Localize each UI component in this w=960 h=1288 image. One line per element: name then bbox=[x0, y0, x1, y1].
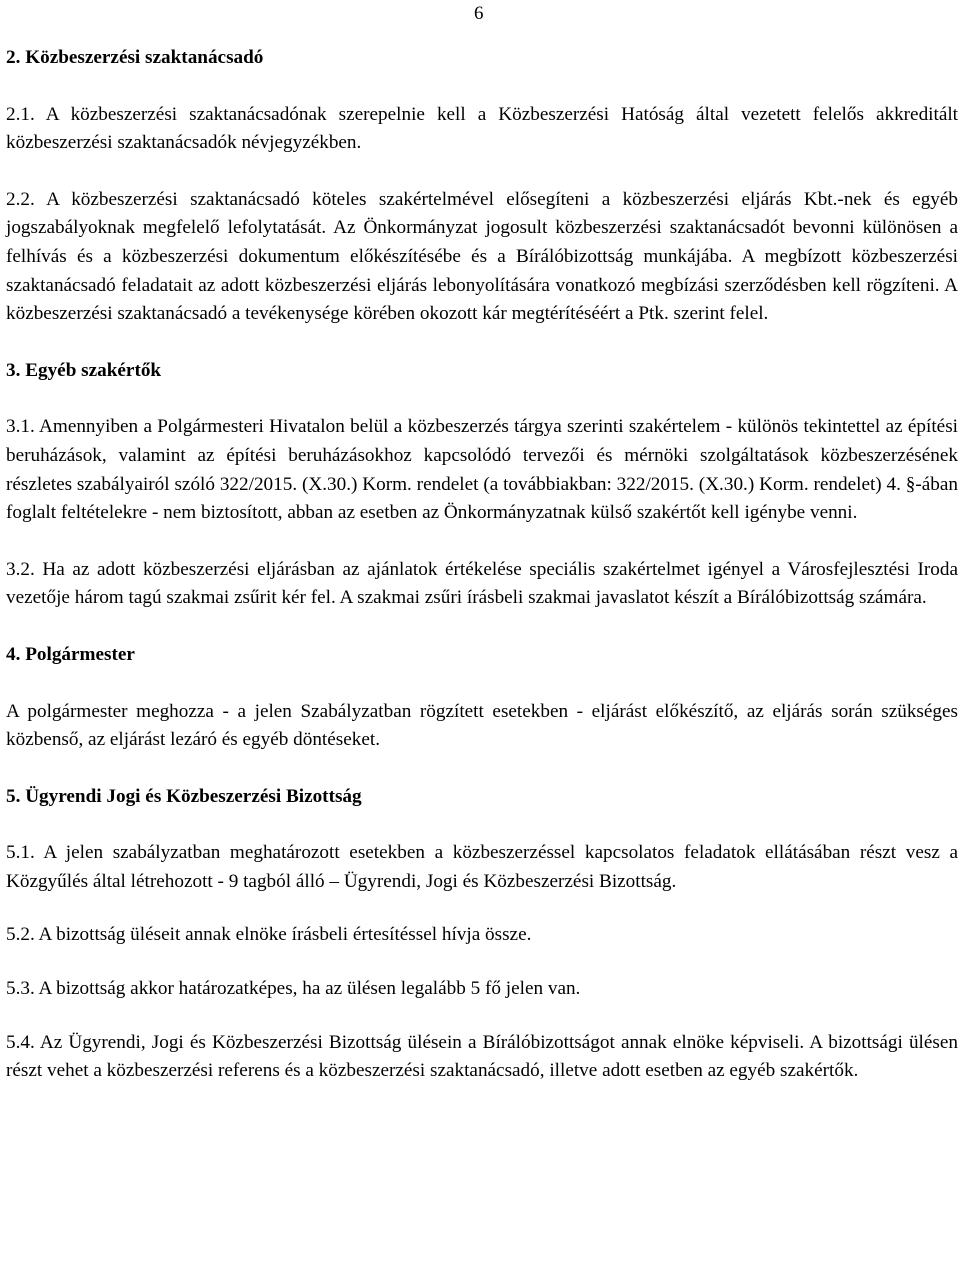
paragraph-5-2: 5.2. A bizottság üléseit annak elnöke írásbeli értesítéssel hívja össze. bbox=[6, 924, 532, 946]
paragraph-4: A polgármester meghozza - a jelen Szabályzatban rögzített esetekben - eljárást előkészítő, az eljárás során szükséges közbenső, az eljárást lezáró és egyéb döntéseket. bbox=[6, 700, 958, 751]
paragraph-5-1: 5.1. A jelen szabályzatban meghatározott esetekben a közbeszerzéssel kapcsolatos feladatok ellátásában részt vesz a Közgyűlés által létrehozott - 9 tagból álló – Ügyrendi, Jogi és Közbeszerzési Bizottság. bbox=[6, 842, 958, 892]
paragraph-5-4: 5.4. Az Ügyrendi, Jogi és Közbeszerzési Bizottság ülésein a Bírálóbizottságot annak elnöke képviseli. A bizottsági ülésen részt vehet a közbeszerzési referens és a közbeszerzési szaktanácsadó, illetve adott esetben az egyéb szakértők. bbox=[6, 1031, 958, 1082]
section-heading-kozbeszerzesi-szaktanacsado: 2. Közbeszerzési szaktanácsadó bbox=[6, 47, 264, 68]
paragraph-2-1: 2.1. A közbeszerzési szaktanácsadónak szerepelnie kell a Közbeszerzési Hatóság által vezetett felelős akkreditált közbeszerzési szaktanácsadók névjegyzékben. bbox=[6, 103, 958, 154]
page-number: 6 bbox=[474, 3, 484, 24]
section-heading-egyeb-szakertok: 3. Egyéb szakértők bbox=[6, 359, 162, 381]
paragraph-3-1: 3.1. Amennyiben a Polgármesteri Hivatalon belül a közbeszerzés tárgya szerinti szakértelem - különös tekintettel az építési beruházások, valamint az építési beruházásokhoz kapcsolódó tervezői és mérnöki szolgáltatások közbeszerzésének részletes szabályairól szóló 322/2015. (X.30.) Korm. rendelet (a továbbiakban: 322/2015. (X.30.) Korm. rendelet) 4. §-ában foglalt feltételekre - nem biztosított, abban az esetben az Önkormányzatnak külső szakértőt kell igénybe venni. bbox=[6, 416, 958, 524]
section-heading-ugyrendi-bizottsag: 5. Ügyrendi Jogi és Közbeszerzési Bizottság bbox=[6, 785, 362, 807]
document-body bbox=[6, 44, 958, 1086]
section-heading-polgarmester: 4. Polgármester bbox=[6, 643, 135, 665]
paragraph-5-3: 5.3. A bizottság akkor határozatképes, ha az ülésen legalább 5 fő jelen van. bbox=[6, 978, 581, 1000]
paragraph-3-2: 3.2. Ha az adott közbeszerzési eljárásban az ajánlatok értékelése speciális szakértelmet igényel a Városfejlesztési Iroda vezetője három tagú szakmai zsűrit kér fel. A szakmai zsűri írásbeli szakmai javaslatot készít a Bírálóbizottság számára. bbox=[6, 558, 958, 609]
paragraph-2-2: 2.2. A közbeszerzési szaktanácsadó köteles szakértelmével elősegíteni a közbeszerzési eljárás Kbt.-nek és egyéb jogszabályoknak megfelelő lefolytatását. Az Önkormányzat jogosult közbeszerzési szaktanácsadót bevonni különösen a felhívás és a közbeszerzési dokumentum előkészítésébe és a Bírálóbizottság munkájába. A megbízott közbeszerzési szaktanácsadó feladatait az adott közbeszerzési eljárás lebonyolítására vonatkozó megbízási szerződésben kell rögzíteni. A közbeszerzési szaktanácsadó a tevékenysége körében okozott kár megtérítéséért a Ptk. szerint felel. bbox=[6, 188, 958, 325]
